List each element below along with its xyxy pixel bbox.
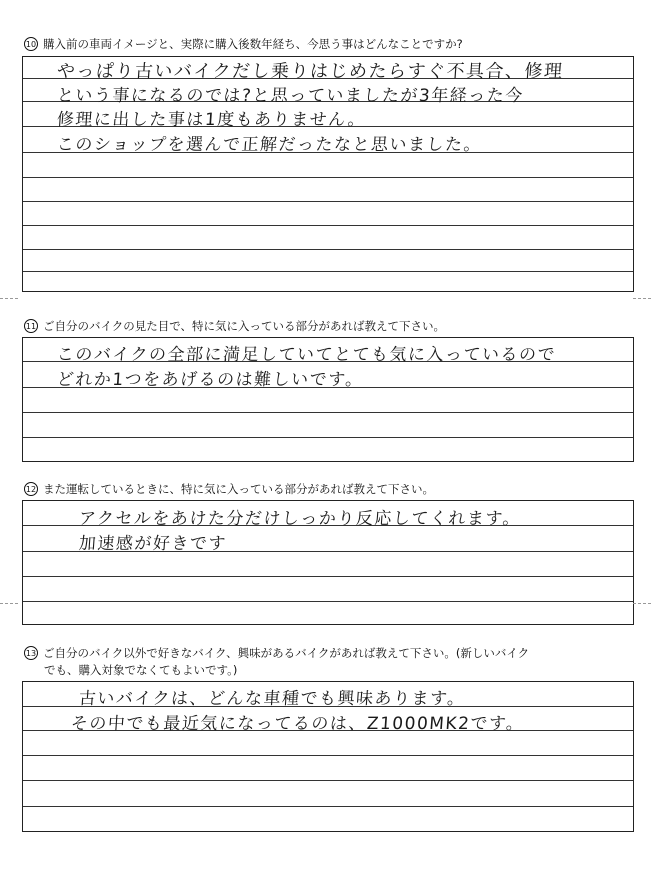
question-text-line-1: ご自分のバイク以外で好きなバイク、興味があるバイクがあれば教えて下さい。(新しいバイク: [43, 646, 530, 660]
answer-box-11: [22, 337, 634, 462]
answer-box-10: [22, 56, 634, 292]
answer-line: という事になるのでは?と思っていましたが3年経った今: [56, 86, 525, 106]
question-text-line-2: でも、購入対象でなくてもよいです。): [44, 663, 238, 677]
answer-line: 加速感が好きです: [78, 534, 228, 554]
question-13-continued: [44, 662, 237, 678]
answer-line: アクセルをあけた分だけしっかり反応してくれます。: [78, 509, 522, 529]
question-text: また運転しているときに、特に気に入っている部分があれば教えて下さい。: [43, 482, 434, 496]
answer-line: どれか1つをあげるのは難しいです。: [56, 370, 365, 390]
question-12: [24, 481, 434, 497]
answer-line: 修理に出した事は1度もありません。: [56, 110, 367, 130]
question-number: 13: [24, 646, 38, 660]
question-10: [24, 36, 463, 52]
answer-box-13: [22, 681, 634, 832]
question-11: [24, 318, 445, 334]
question-text: 購入前の車両イメージと、実際に購入後数年経ち、今思う事はどんなことですか?: [43, 37, 463, 51]
question-number: 11: [24, 319, 38, 333]
answer-line: その中でも最近気になってるのは、Z1000MK2です。: [70, 714, 526, 734]
question-number: 12: [24, 482, 38, 496]
answer-line: このバイクの全部に満足していてとても気に入っているので: [56, 345, 557, 365]
question-text: ご自分のバイクの見た目で、特に気に入っている部分があれば教えて下さい。: [43, 319, 446, 333]
question-13: [24, 645, 529, 661]
answer-line: やっぱり古いバイクだし乗りはじめたらすぐ不具合、修理: [56, 61, 565, 82]
answer-line: 古いバイクは、どんな車種でも興味あります。: [78, 689, 467, 709]
answer-box-12: [22, 500, 634, 625]
answer-line: このショップを選んで正解だったなと思いました。: [56, 135, 483, 155]
question-number: 10: [24, 37, 38, 51]
